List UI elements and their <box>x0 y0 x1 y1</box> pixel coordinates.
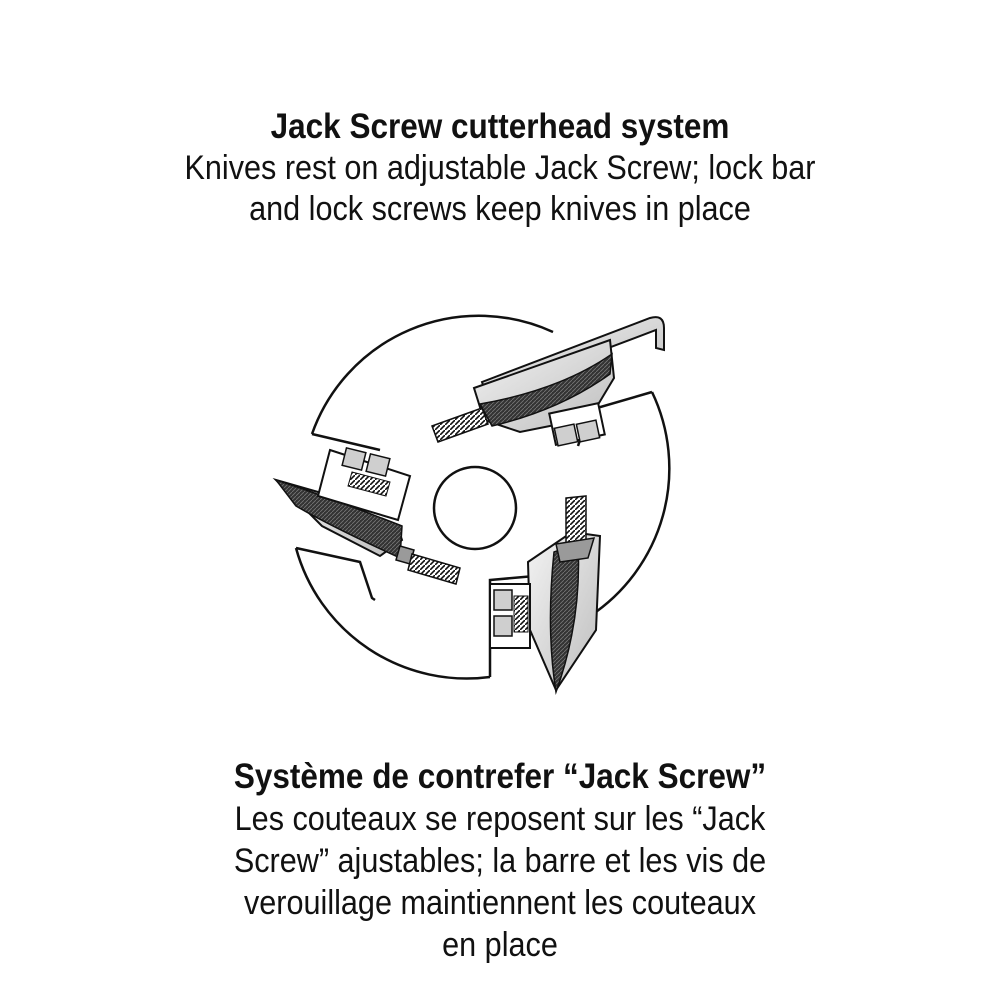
jack-screw-thread <box>408 554 460 584</box>
cutterhead-diagram <box>260 300 700 710</box>
caption-english-body: Knives rest on adjustable Jack Screw; lock bar and lock screws keep knives in place <box>184 149 816 228</box>
jack-screw <box>432 408 488 442</box>
caption-french-title: Système de contrefer “Jack Screw” <box>233 757 767 796</box>
lock-screw <box>490 584 530 648</box>
caption-english-title: Jack Screw cutterhead system <box>270 107 730 146</box>
jack-screw <box>566 496 586 544</box>
knife-assembly-top-right <box>432 317 664 446</box>
center-bore <box>434 467 516 549</box>
caption-french-body: Les couteaux se reposent sur les “Jack Screw” ajustables; la barre et les vis de verouillage maintiennent les couteaux en place <box>233 800 767 964</box>
knife-assembly-left <box>276 448 460 584</box>
caption-english <box>0 106 1000 230</box>
caption-french <box>0 756 1000 966</box>
